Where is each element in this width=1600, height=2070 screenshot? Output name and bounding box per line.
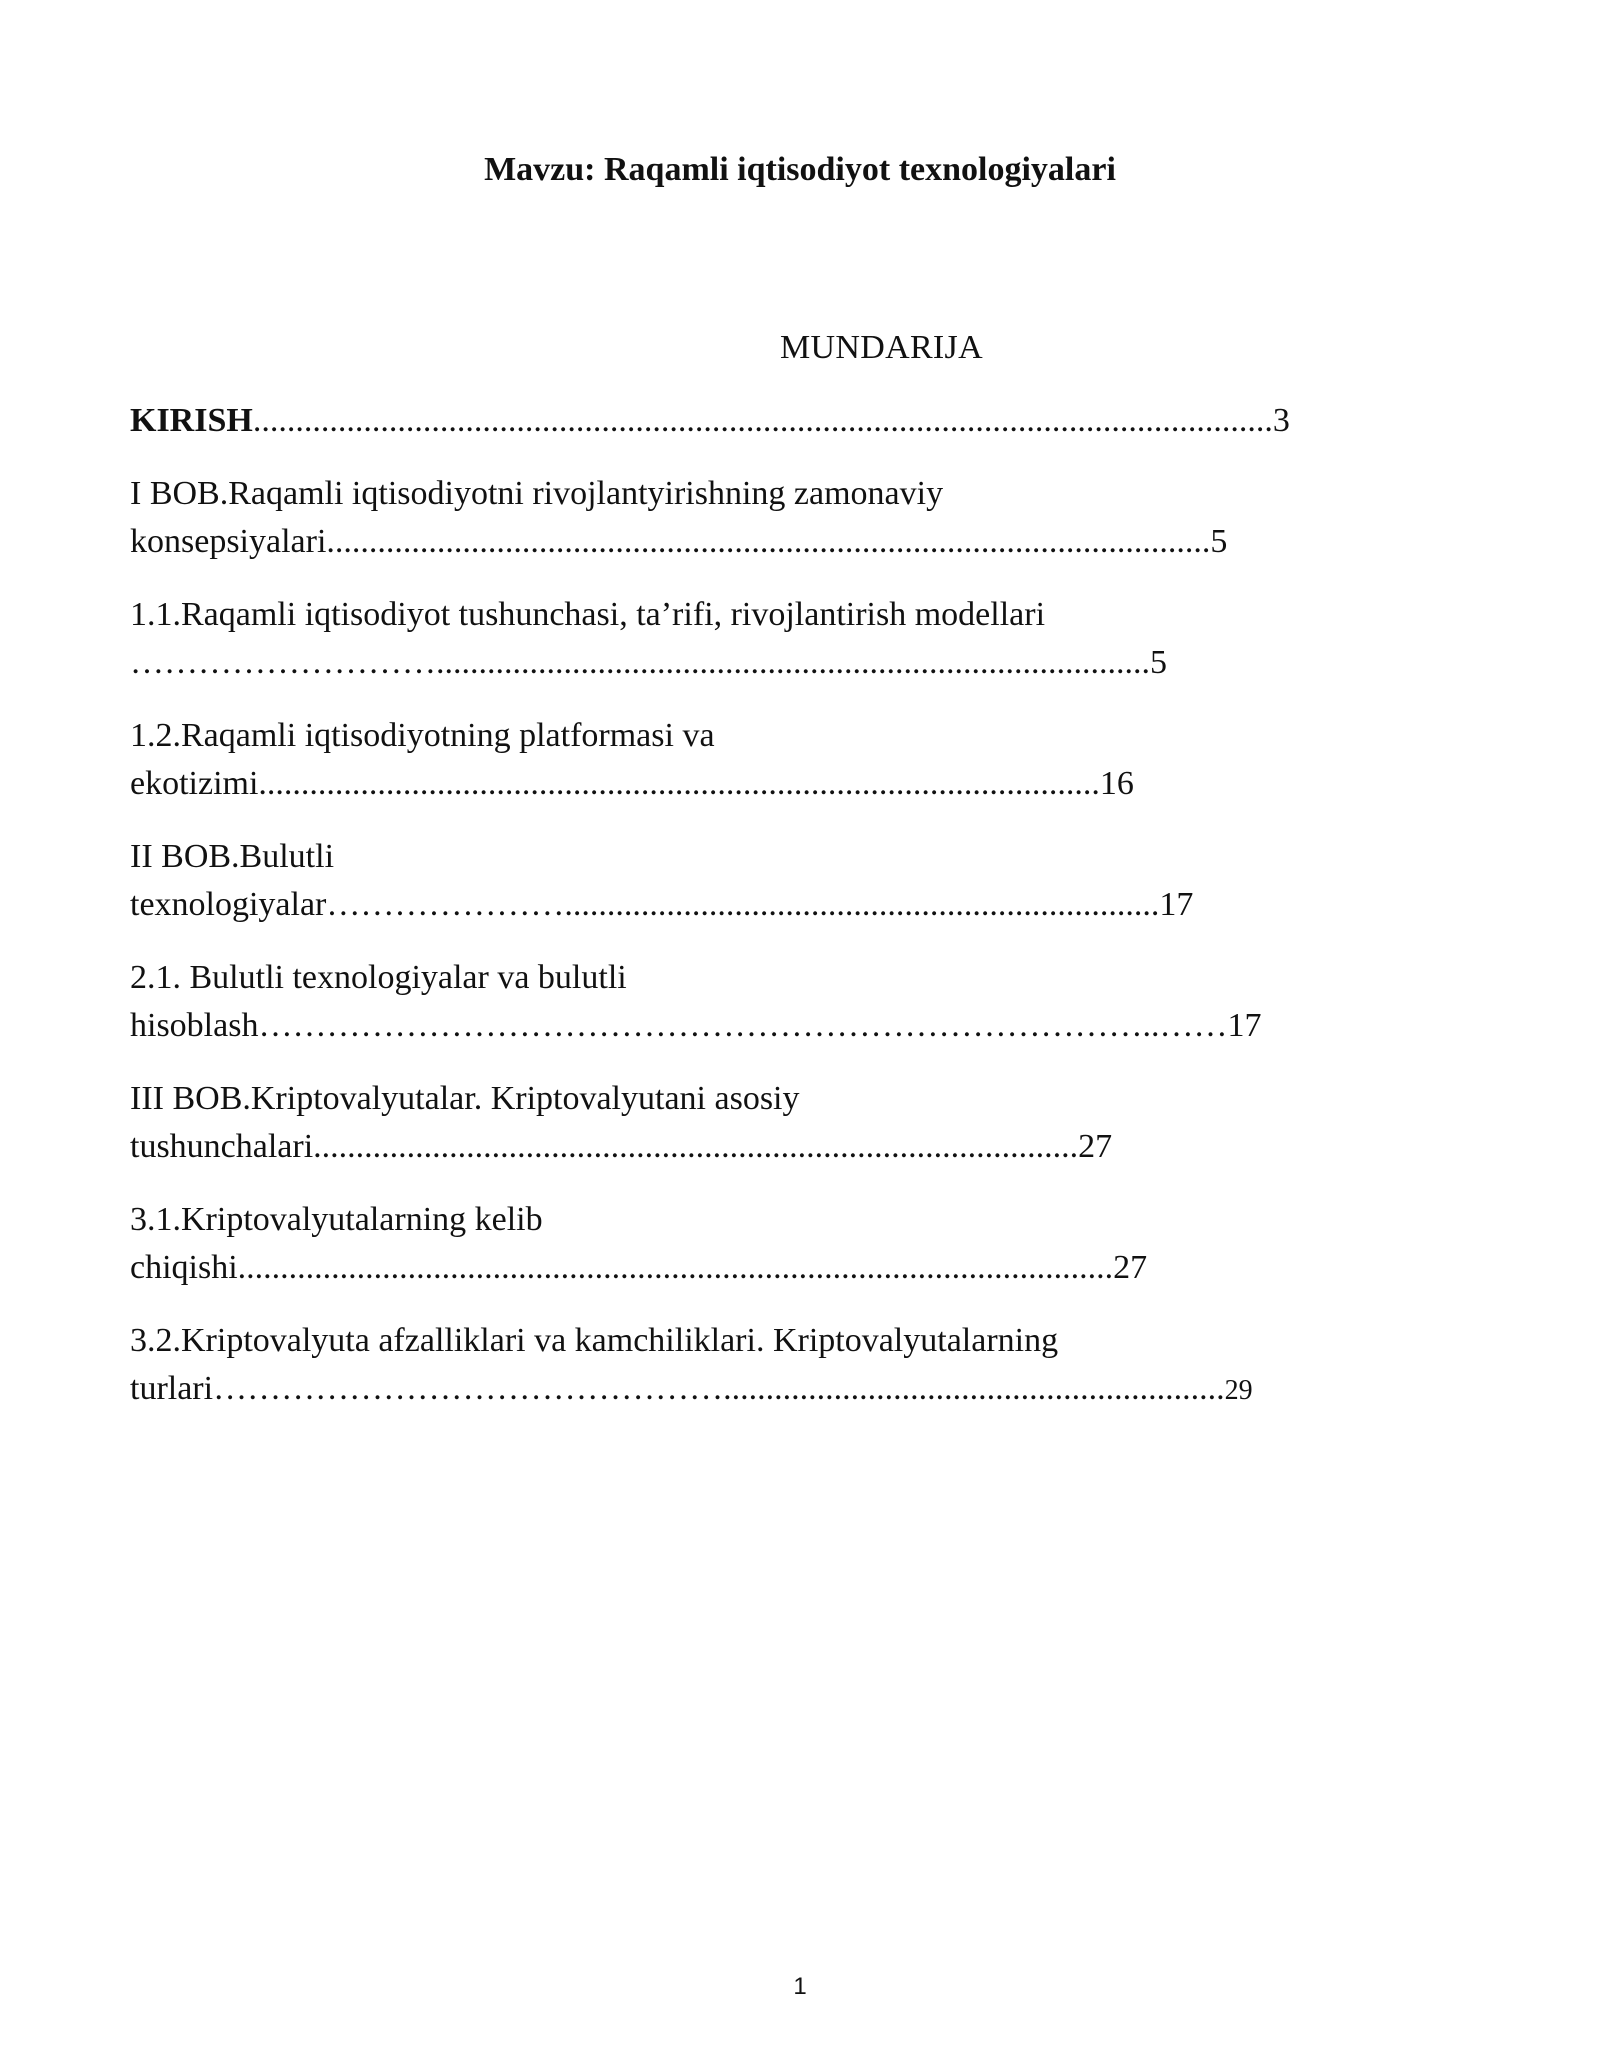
toc-entry-line: 3.2.Kriptovalyuta afzalliklari va kamchiliklari. Kriptovalyutalarning <box>130 1322 1059 1359</box>
toc-entry-line: konsepsiyalari........................................................................................................5 <box>130 523 1228 560</box>
page-number: 1 <box>793 1973 807 2000</box>
toc-entry-line: 1.2.Raqamli iqtisodiyotning platformasi va <box>130 717 715 754</box>
toc-entry-page: 29 <box>1224 1375 1253 1406</box>
toc-entry-line: chiqishi.......................................................................................................27 <box>130 1249 1148 1286</box>
toc-entry-line: texnologiyalar…………………......................................................................17 <box>130 886 1194 923</box>
toc-entry-line: hisoblash……………………………………………………………………..……17 <box>130 1007 1262 1044</box>
toc-entry-leader: ........................................................................................................................3 <box>252 402 1290 439</box>
toc-entry-line: tushunchalari..........................................................................................27 <box>130 1128 1113 1165</box>
toc-entry-section-1-2[interactable] <box>130 712 1440 808</box>
toc-entry-line: ………………………....................................................................................5 <box>130 644 1167 681</box>
toc-entry-section-1-1[interactable] <box>130 591 1440 687</box>
toc-entry-chapter-3[interactable] <box>130 1075 1440 1171</box>
toc-entry-line: I BOB.Raqamli iqtisodiyotni rivojlantyirishning zamonaviy <box>130 475 944 512</box>
toc-entry-line: III BOB.Kriptovalyutalar. Kriptovalyutani asosiy <box>130 1080 800 1117</box>
toc-entry-line: ekotizimi...................................................................................................16 <box>130 765 1134 802</box>
toc-entry-line: 1.1.Raqamli iqtisodiyot tushunchasi, ta’rifi, rivojlantirish modellari <box>130 596 1046 633</box>
toc-entry-leader: turlari………………………………………........................................................... <box>130 1370 1225 1407</box>
toc-entry-line: 3.1.Kriptovalyutalarning kelib <box>130 1201 543 1238</box>
toc-entry-line: 2.1. Bulutli texnologiyalar va bulutli <box>130 959 627 996</box>
toc-entry-line: II BOB.Bulutli <box>130 838 335 875</box>
toc-entry-section-2-1[interactable] <box>130 954 1440 1050</box>
toc-entry-chapter-1[interactable] <box>130 470 1440 566</box>
toc-entry-section-3-1[interactable] <box>130 1196 1440 1292</box>
toc-entry-kirish[interactable] <box>130 397 1440 445</box>
toc-heading: MUNDARIJA <box>780 329 983 366</box>
toc-entry-chapter-2[interactable] <box>130 833 1440 929</box>
document-title: Mavzu: Raqamli iqtisodiyot texnologiyalari <box>484 151 1116 188</box>
toc-entry-section-3-2[interactable] <box>130 1317 1440 1415</box>
toc-entry-label: KIRISH <box>130 402 253 439</box>
